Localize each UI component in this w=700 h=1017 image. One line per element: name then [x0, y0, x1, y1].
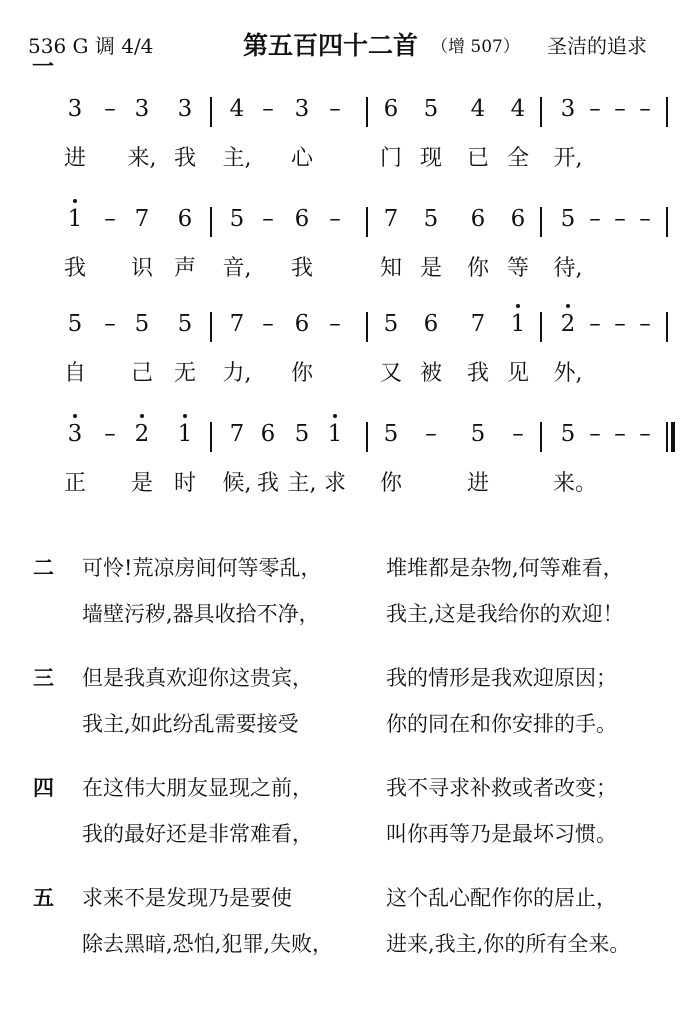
lyric-char: 开, [553, 146, 583, 171]
note-value: – [329, 96, 341, 122]
note [127, 205, 157, 233]
note-value: 6 [294, 311, 310, 337]
hymn-theme: 圣洁的追求 [547, 34, 647, 58]
bar-line [666, 97, 668, 127]
note [222, 95, 252, 123]
note-value: 1 [327, 421, 343, 447]
note [463, 205, 493, 233]
verse-line: 我主,这是我给你的欢迎！ [386, 602, 624, 626]
note-value: 5 [294, 421, 310, 447]
lyric-char: 我 [173, 146, 196, 171]
note [222, 420, 252, 448]
note [95, 95, 125, 123]
note-value: – [614, 96, 626, 122]
lyric-char: 来。 [553, 471, 598, 496]
lyric-char: 知 [379, 256, 402, 281]
verse-line: 墙壁污秽,器具收拾不净， [82, 602, 320, 626]
bar-line [366, 207, 368, 237]
note-value: 2 [560, 311, 576, 337]
octave-dot [73, 414, 77, 418]
lyric-char: 己 [130, 361, 153, 386]
note-value: 4 [470, 96, 486, 122]
lyric-char: 被 [419, 361, 442, 386]
bar-line [666, 207, 668, 237]
note [60, 310, 90, 338]
lyric-char: 候, [222, 471, 252, 496]
note-value: – [329, 206, 341, 232]
note-value: 5 [67, 311, 83, 337]
note [287, 310, 317, 338]
lyric-char: 自 [63, 361, 86, 386]
note-value: – [639, 421, 651, 447]
note [416, 420, 446, 448]
lyric-char: 声 [173, 256, 196, 281]
verse-line: 进来,我主,你的所有全来。 [386, 932, 631, 956]
lyric-char: 力, [222, 361, 252, 386]
bar-line [366, 312, 368, 342]
note-value: 3 [294, 96, 310, 122]
note [376, 205, 406, 233]
note-value: 1 [177, 421, 193, 447]
note-value: 5 [229, 206, 245, 232]
note [463, 95, 493, 123]
lyric-char: 心 [290, 146, 313, 171]
note [503, 95, 533, 123]
note-value: 6 [383, 96, 399, 122]
note-value: 3 [67, 96, 83, 122]
verse-line: 堆堆都是杂物,何等难看， [386, 556, 624, 580]
note-value: – [639, 96, 651, 122]
lyric-char: 识 [130, 256, 153, 281]
note-value: 5 [177, 311, 193, 337]
note-value: – [614, 311, 626, 337]
note [320, 205, 350, 233]
note-value: 5 [423, 206, 439, 232]
note-value: 2 [134, 421, 150, 447]
verse [0, 540, 700, 640]
verse-line: 叫你再等乃是最坏习惯。 [386, 822, 617, 846]
note-value: 6 [177, 206, 193, 232]
note-value: 3 [560, 96, 576, 122]
verse-number: 二 [33, 555, 54, 580]
note-value: – [589, 421, 601, 447]
music-row [0, 310, 700, 410]
verse-line: 我主,如此纷乱需要接受 [82, 712, 299, 736]
lyric-char: 等 [506, 256, 529, 281]
lyric-char: 现 [419, 146, 442, 171]
note [287, 420, 317, 448]
note [376, 310, 406, 338]
hymn-title: 第五百四十二首 [243, 31, 419, 60]
note [416, 95, 446, 123]
verse-number: 四 [33, 775, 54, 800]
bar-line [666, 312, 668, 342]
note-value: 3 [134, 96, 150, 122]
lyric-char: 外, [553, 361, 583, 386]
note [320, 310, 350, 338]
bar-line [210, 312, 212, 342]
bar-line [540, 312, 542, 342]
lyric-char: 无 [173, 361, 196, 386]
verse-line: 这个乱心配作你的居止， [386, 886, 617, 910]
bar-line [540, 97, 542, 127]
bar-line [210, 207, 212, 237]
lyric-char: 音, [222, 256, 252, 281]
note-value: – [512, 421, 524, 447]
note-value: – [262, 311, 274, 337]
note [630, 310, 660, 338]
verse-line: 但是我真欢迎你这贵宾， [82, 666, 313, 690]
key-time-signature: 536 G 调 4/4 [28, 34, 154, 58]
note-value: 5 [470, 421, 486, 447]
note [253, 420, 283, 448]
note [60, 95, 90, 123]
verse-line: 求来不是发现乃是要使 [82, 886, 292, 910]
note-value: 7 [229, 311, 245, 337]
note-value: 7 [383, 206, 399, 232]
lyric-char: 全 [506, 146, 529, 171]
lyric-char: 又 [379, 361, 402, 386]
note-value: 6 [470, 206, 486, 232]
verse-line: 可怜!荒凉房间何等零乱， [82, 556, 322, 580]
note [630, 420, 660, 448]
bar-line [366, 97, 368, 127]
note [95, 310, 125, 338]
lyric-char: 已 [466, 146, 489, 171]
note-value: 7 [134, 206, 150, 232]
note-value: – [589, 206, 601, 232]
note-value: – [589, 311, 601, 337]
note-value: 7 [229, 421, 245, 447]
note [503, 205, 533, 233]
note [320, 95, 350, 123]
octave-dot [140, 414, 144, 418]
note-value: – [262, 206, 274, 232]
bar-line [540, 422, 542, 452]
note [416, 205, 446, 233]
music-row [0, 95, 700, 195]
lyric-char: 你 [466, 256, 489, 281]
note-value: – [262, 96, 274, 122]
note [222, 310, 252, 338]
lyric-char: 门 [379, 146, 402, 171]
note [170, 205, 200, 233]
verse-line: 我不寻求补救或者改变； [386, 776, 617, 800]
verse-number: 五 [33, 885, 54, 910]
note-value: – [104, 311, 116, 337]
note-value: – [329, 311, 341, 337]
note-value: 5 [383, 421, 399, 447]
note-value: – [104, 421, 116, 447]
lyric-char: 是 [130, 471, 153, 496]
bar-line [540, 207, 542, 237]
note [630, 95, 660, 123]
note [253, 205, 283, 233]
note [127, 310, 157, 338]
note-value: 5 [383, 311, 399, 337]
note-value: 6 [510, 206, 526, 232]
verse-number: 三 [33, 665, 54, 690]
note-value: 5 [560, 421, 576, 447]
lyric-char: 你 [290, 361, 313, 386]
note-value: 6 [294, 206, 310, 232]
lyric-char: 正 [63, 471, 86, 496]
bar-line [666, 422, 668, 452]
verse [0, 650, 700, 750]
note [253, 95, 283, 123]
note-value: – [614, 421, 626, 447]
lyric-char: 见 [506, 361, 529, 386]
lyric-char: 来, [127, 146, 157, 171]
note-value: 6 [260, 421, 276, 447]
note [60, 420, 90, 448]
verse [0, 760, 700, 860]
note-value: 3 [67, 421, 83, 447]
note [95, 205, 125, 233]
note-value: 3 [177, 96, 193, 122]
note [170, 420, 200, 448]
note-value: 7 [470, 311, 486, 337]
note-value: – [104, 206, 116, 232]
note [95, 420, 125, 448]
verse-line: 在这伟大朋友显现之前， [82, 776, 313, 800]
note [60, 205, 90, 233]
lyric-char: 我 [290, 256, 313, 281]
lyric-char: 求 [323, 471, 346, 496]
note [553, 310, 583, 338]
note [170, 95, 200, 123]
note-value: 4 [229, 96, 245, 122]
bar-line [210, 97, 212, 127]
note [127, 420, 157, 448]
lyric-char: 主, [287, 471, 317, 496]
note [253, 310, 283, 338]
final-bar-line [671, 422, 675, 452]
note [222, 205, 252, 233]
note [553, 95, 583, 123]
lyric-char: 你 [379, 471, 402, 496]
note [287, 95, 317, 123]
note-value: – [425, 421, 437, 447]
note [553, 205, 583, 233]
note [127, 95, 157, 123]
music-row [0, 420, 700, 520]
lyric-char: 我 [466, 361, 489, 386]
verse-line: 我的最好还是非常难看， [82, 822, 313, 846]
note-value: – [614, 206, 626, 232]
note [170, 310, 200, 338]
bar-line [366, 422, 368, 452]
note [287, 205, 317, 233]
lyric-char: 待, [553, 256, 583, 281]
lyric-char: 进 [466, 471, 489, 496]
note [503, 310, 533, 338]
note [503, 420, 533, 448]
note [320, 420, 350, 448]
note-value: 1 [510, 311, 526, 337]
note-value: 1 [67, 206, 83, 232]
note [463, 420, 493, 448]
note-value: – [639, 206, 651, 232]
lyric-char: 主, [222, 146, 252, 171]
note-value: – [639, 311, 651, 337]
octave-dot [183, 414, 187, 418]
music-row [0, 205, 700, 305]
note-value: – [104, 96, 116, 122]
note [463, 310, 493, 338]
octave-dot [73, 199, 77, 203]
verse [0, 870, 700, 970]
bar-line [210, 422, 212, 452]
note-value: 5 [423, 96, 439, 122]
note [630, 205, 660, 233]
lyric-char: 是 [419, 256, 442, 281]
note [376, 420, 406, 448]
verse-number-1: 一 [32, 54, 55, 80]
note-value: 5 [134, 311, 150, 337]
verse-line: 你的同在和你安排的手。 [386, 712, 617, 736]
lyric-char: 我 [256, 471, 279, 496]
verse-line: 我的情形是我欢迎原因； [386, 666, 617, 690]
octave-dot [516, 304, 520, 308]
note-value: 6 [423, 311, 439, 337]
note [376, 95, 406, 123]
note [553, 420, 583, 448]
note-value: 5 [560, 206, 576, 232]
note-value: – [589, 96, 601, 122]
note-value: 4 [510, 96, 526, 122]
lyric-char: 时 [173, 471, 196, 496]
hymn-subtitle: （增 507） [431, 37, 520, 57]
verse-line: 除去黑暗,恐怕,犯罪,失败， [82, 932, 334, 956]
octave-dot [566, 304, 570, 308]
lyric-char: 我 [63, 256, 86, 281]
octave-dot [333, 414, 337, 418]
note [416, 310, 446, 338]
lyric-char: 进 [63, 146, 86, 171]
